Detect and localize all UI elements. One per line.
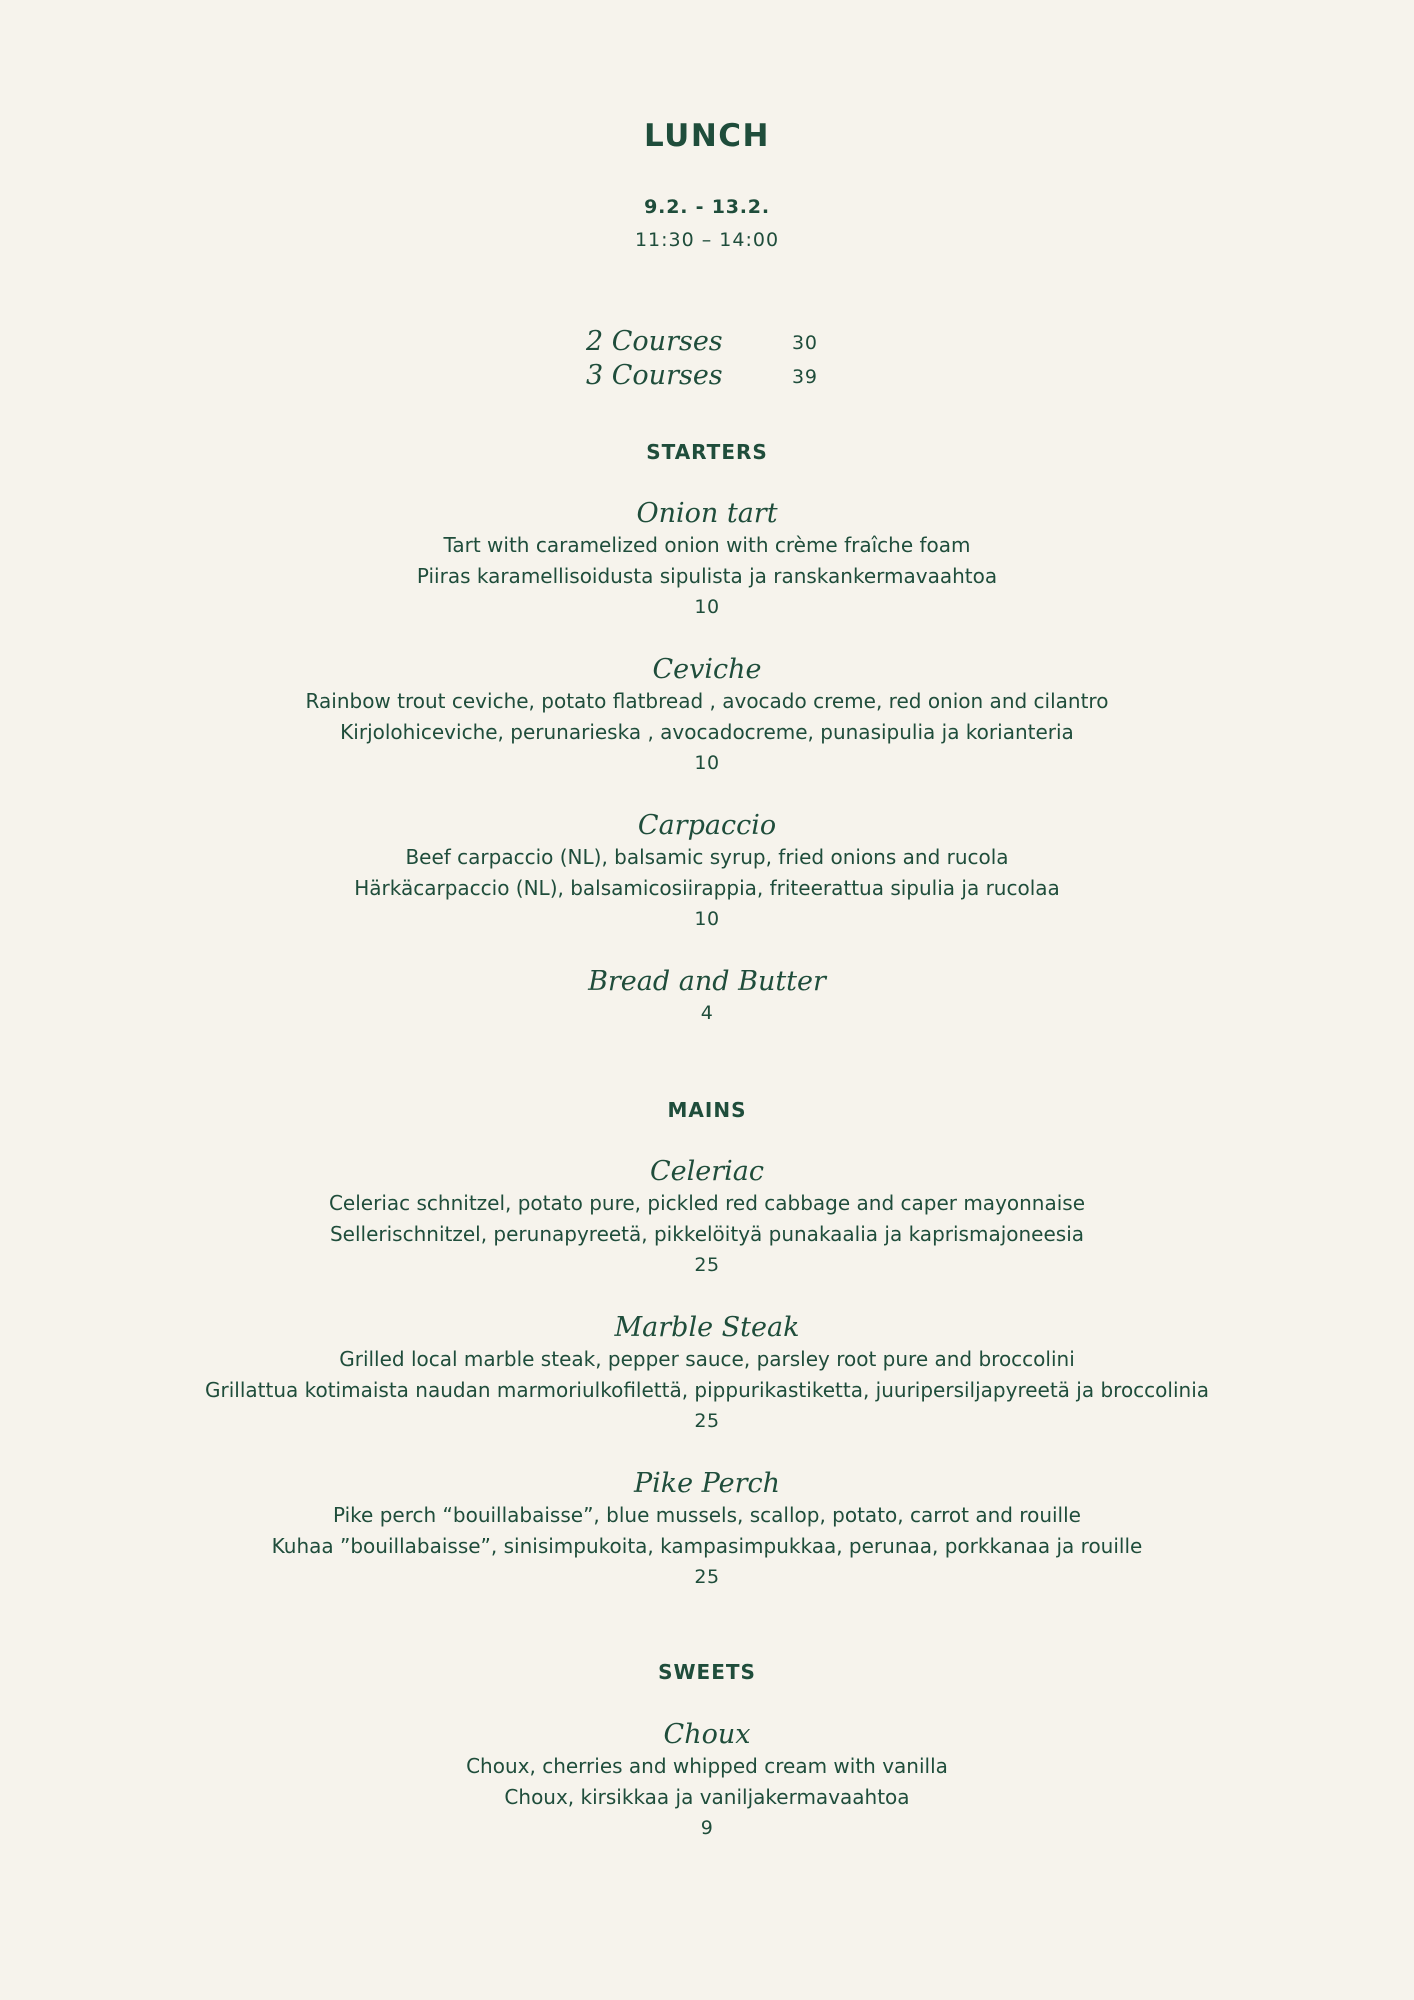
item-name: Bread and Butter — [588, 966, 826, 997]
item-description-en: Tart with caramelized onion with crème fraîche foam — [443, 533, 971, 557]
item-name: Choux — [663, 1719, 751, 1750]
item-name: Celeriac — [649, 1156, 764, 1187]
menu-item-carpaccio — [0, 810, 1414, 935]
menu-dates: 9.2. - 13.2. — [644, 196, 770, 218]
item-description-en: Grilled local marble steak, pepper sauce, parsley root pure and broccolini — [339, 1347, 1075, 1371]
course-option-price: 30 — [792, 332, 818, 354]
course-option-price: 39 — [792, 366, 818, 388]
item-description-en: Rainbow trout ceviche, potato flatbread , avocado creme, red onion and cilantro — [305, 689, 1109, 713]
item-price: 9 — [700, 1817, 714, 1839]
item-price: 4 — [700, 1002, 714, 1024]
mains-heading: MAINS — [667, 1098, 747, 1122]
starters-heading: STARTERS — [646, 440, 768, 464]
menu-item-bread-and-butter — [0, 966, 1414, 1029]
item-name: Carpaccio — [637, 810, 777, 841]
menu-item-pike-perch — [0, 1468, 1414, 1593]
course-price-row — [560, 359, 860, 393]
item-description-en: Choux, cherries and whipped cream with vanilla — [466, 1754, 948, 1778]
item-name: Pike Perch — [633, 1468, 781, 1499]
menu-item-onion-tart — [0, 498, 1414, 623]
menu-item-marble-steak — [0, 1312, 1414, 1437]
item-description-fi: Kirjolohiceviche, perunarieska , avocadocreme, punasipulia ja korianteria — [340, 720, 1074, 744]
item-price: 25 — [694, 1566, 720, 1588]
item-description-fi: Härkäcarpaccio (NL), balsamicosiirappia, friteerattua sipulia ja rucolaa — [354, 876, 1060, 900]
item-description-en: Pike perch “bouillabaisse”, blue mussels, scallop, potato, carrot and rouille — [333, 1503, 1081, 1527]
item-description-fi: Kuhaa ”bouillabaisse”, sinisimpukoita, kampasimpukkaa, perunaa, porkkanaa ja rouille — [271, 1534, 1143, 1558]
menu-hours: 11:30 – 14:00 — [634, 229, 780, 251]
menu-item-ceviche — [0, 654, 1414, 779]
item-description-en: Celeriac schnitzel, potato pure, pickled red cabbage and caper mayonnaise — [328, 1191, 1086, 1215]
item-description-fi: Grillattua kotimaista naudan marmoriulkofilettä, pippurikastiketta, juuripersiljapyreetä ja broccolinia — [204, 1378, 1210, 1402]
item-price: 10 — [694, 752, 720, 774]
item-description-fi: Choux, kirsikkaa ja vaniljakermavaahtoa — [504, 1785, 910, 1809]
item-description-fi: Sellerischnitzel, perunapyreetä, pikkelöityä punakaalia ja kaprismajoneesia — [329, 1222, 1085, 1246]
course-price-table — [560, 325, 860, 393]
menu-item-celeriac — [0, 1156, 1414, 1281]
menu-title: LUNCH — [644, 118, 770, 154]
sweets-heading: SWEETS — [658, 1660, 756, 1684]
item-description-en: Beef carpaccio (NL), balsamic syrup, fried onions and rucola — [405, 845, 1009, 869]
item-description-fi: Piiras karamellisoidusta sipulista ja ranskankermavaahtoa — [416, 564, 998, 588]
item-name: Marble Steak — [614, 1312, 800, 1343]
item-price: 25 — [694, 1410, 720, 1432]
course-price-row — [560, 325, 860, 359]
course-option-name: 2 Courses — [586, 326, 723, 357]
menu-item-choux — [0, 1719, 1414, 1844]
item-price: 10 — [694, 908, 720, 930]
item-price: 10 — [694, 596, 720, 618]
item-name: Ceviche — [652, 654, 762, 685]
item-price: 25 — [694, 1254, 720, 1276]
course-option-name: 3 Courses — [586, 360, 723, 391]
item-name: Onion tart — [636, 498, 778, 529]
